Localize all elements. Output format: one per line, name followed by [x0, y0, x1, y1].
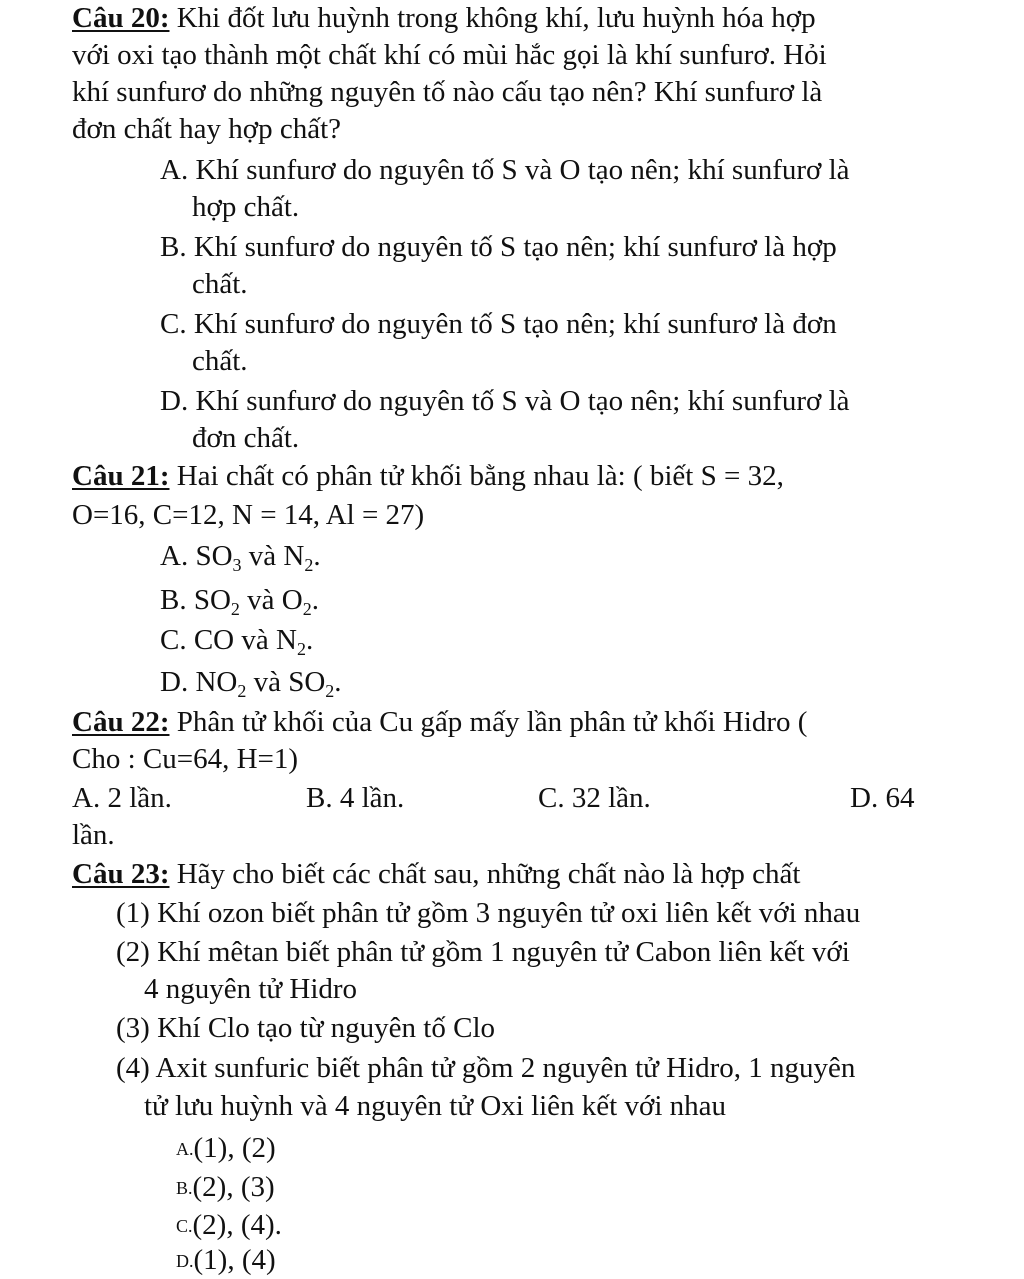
- q20-option-a-cont: hợp chất.: [192, 191, 300, 223]
- q23-line-1: [72, 856, 800, 892]
- q22-line-1: [72, 704, 807, 740]
- q20-line-2: với oxi tạo thành một chất khí có mùi hắc gọi là khí sunfurơ. Hỏi: [72, 39, 827, 71]
- q21-option-c: C. CO và $N_2$.: [160, 624, 314, 659]
- q20-option-a: A. Khí sunfurơ do nguyên tố S và O tạo nên; khí sunfurơ là: [160, 154, 850, 186]
- q21-option-b: B. $SO_2$ và $O_2$.: [160, 584, 319, 619]
- q21-line-2: O=16, C=12, N = 14, Al = 27): [72, 499, 425, 531]
- q21-text-1: Hai chất có phân tử khối bằng nhau là: ( biết S = 32,: [169, 460, 784, 492]
- q22-text-1: Phân tử khối của Cu gấp mấy lần phân tử khối Hidro (: [169, 706, 808, 738]
- q23-item-1: (1) Khí ozon biết phân tử gồm 3 nguyên tử oxi liên kết với nhau: [116, 897, 861, 929]
- q20-label: Câu 20:: [72, 2, 170, 34]
- q20-line-3: khí sunfurơ do những nguyên tố nào cấu tạo nên? Khí sunfurơ là: [72, 76, 823, 108]
- q22-option-c: C. 32 lần.: [538, 782, 651, 814]
- q23-label: Câu 23:: [72, 858, 170, 890]
- q23-item-2: (2) Khí mêtan biết phân tử gồm 1 nguyên tử Cabon liên kết với: [116, 936, 850, 968]
- q20-line-4: đơn chất hay hợp chất?: [72, 113, 342, 145]
- q23-text-1: Hãy cho biết các chất sau, những chất nào là hợp chất: [169, 858, 801, 890]
- q23-item-3: (3) Khí Clo tạo từ nguyên tố Clo: [116, 1012, 495, 1044]
- q23-option-c: C.(2), (4).: [176, 1209, 282, 1241]
- q23-item-2-cont: 4 nguyên tử Hidro: [144, 973, 358, 1005]
- q20-option-c: C. Khí sunfurơ do nguyên tố S tạo nên; khí sunfurơ là đơn: [160, 308, 837, 340]
- q20-option-c-cont: chất.: [192, 345, 248, 377]
- q23-option-d: D.(1), (4): [176, 1244, 276, 1276]
- q21-line-1: [72, 458, 784, 494]
- q23-item-4: (4) Axit sunfuric biết phân tử gồm 2 nguyên tử Hidro, 1 nguyên: [116, 1052, 856, 1084]
- q22-line-2: Cho : Cu=64, H=1): [72, 743, 299, 775]
- q22-option-d: D. 64: [850, 782, 915, 814]
- q23-item-4-cont: tử lưu huỳnh và 4 nguyên tử Oxi liên kết với nhau: [144, 1090, 726, 1122]
- q20-option-d-cont: đơn chất.: [192, 422, 300, 454]
- q23-option-b: B.(2), (3): [176, 1171, 275, 1203]
- q21-label: Câu 21:: [72, 460, 170, 492]
- q20-option-b-cont: chất.: [192, 268, 248, 300]
- q20-option-d: D. Khí sunfurơ do nguyên tố S và O tạo nên; khí sunfurơ là: [160, 385, 850, 417]
- q20-text-1: Khi đốt lưu huỳnh trong không khí, lưu huỳnh hóa hợp: [169, 2, 816, 34]
- q20-option-b: B. Khí sunfurơ do nguyên tố S tạo nên; khí sunfurơ là hợp: [160, 231, 837, 263]
- q20-line-1: [72, 0, 816, 36]
- q22-option-a: A. 2 lần.: [72, 782, 172, 814]
- q22-option-d-cont: lần.: [72, 819, 115, 851]
- q22-label: Câu 22:: [72, 706, 170, 738]
- q23-option-a: A.(1), (2): [176, 1132, 276, 1164]
- q22-option-b: B. 4 lần.: [306, 782, 405, 814]
- q21-option-a: A. $SO_3$ và $N_2$.: [160, 540, 321, 575]
- q21-option-d: D. $NO_2$ và $SO_2$.: [160, 666, 342, 701]
